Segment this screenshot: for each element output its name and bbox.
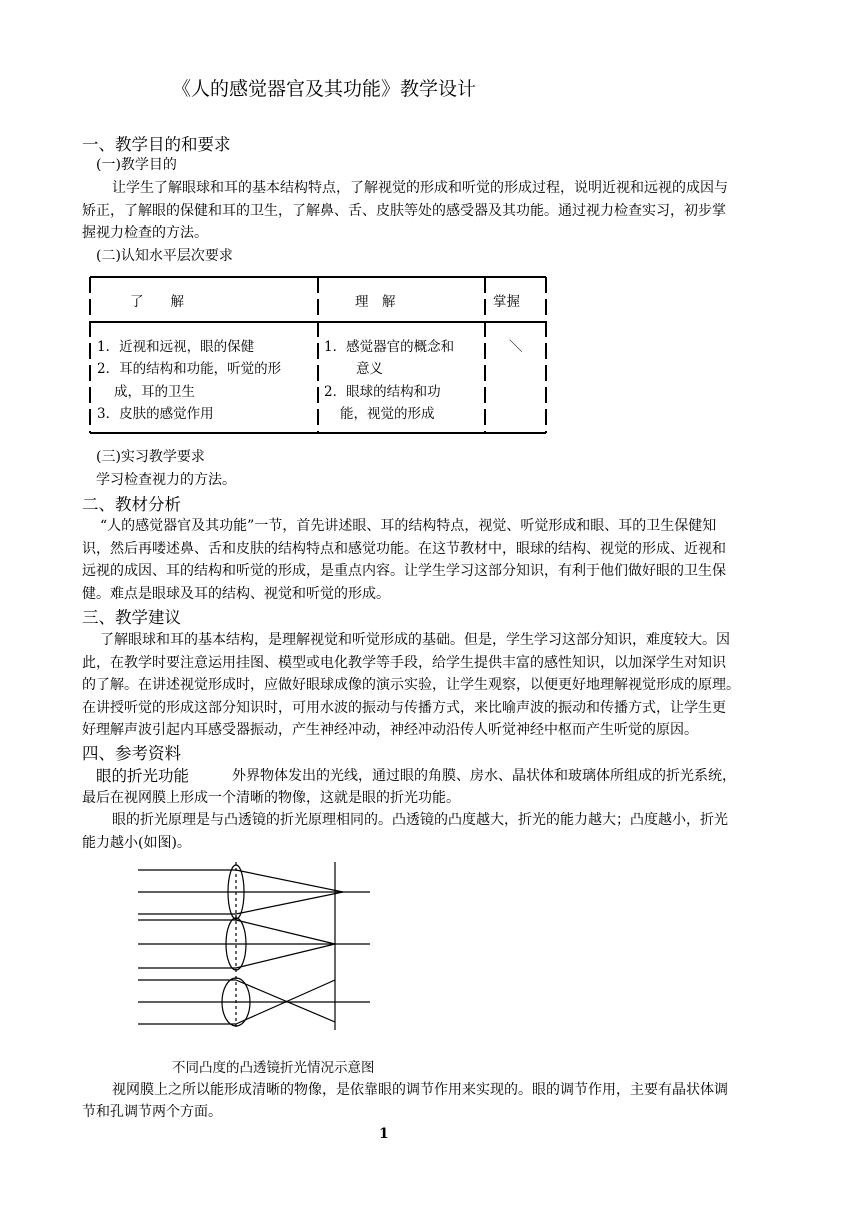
table-cell: 3．皮肤的感觉作用 bbox=[97, 406, 214, 422]
paragraph-line: 好理解声波引起内耳感受器振动，产生神经冲动，神经冲动沿传人听觉神经中枢而产生听觉的原因。 bbox=[82, 722, 698, 738]
paragraph-line: 了解眼球和耳的基本结构，是理解视觉和听觉形成的基础。但是，学生学习这部分知识，难度较大。因 bbox=[100, 632, 730, 648]
table-header-understand: 了 解 bbox=[130, 294, 184, 310]
subheading-teaching-aims: (一)教学目的 bbox=[96, 157, 177, 173]
paragraph-line: 学习检查视力的方法。 bbox=[96, 472, 236, 488]
paragraph-line: 眼的折光原理是与凸透镜的折光原理相同的。凸透镜的凸度越大，折光的能力越大；凸度越小，折光 bbox=[112, 812, 728, 828]
paragraph-line: 矫正，了解眼的保健和耳的卫生，了解鼻、舌、皮肤等处的感受器及其功能。通过视力检查实习，初步掌 bbox=[82, 203, 726, 219]
subheading-cognitive-levels: (二)认知水平层次要求 bbox=[96, 248, 233, 264]
section-heading-2: 二、教材分析 bbox=[82, 495, 181, 514]
table-header-comprehend: 理 解 bbox=[355, 294, 396, 310]
paragraph-line: 在讲授听觉的形成这部分知识时，可用水波的振动与传播方式，来比喻声波的振动和传播方式，让学生更 bbox=[82, 700, 726, 716]
figure-caption: 不同凸度的凸透镜折光情况示意图 bbox=[172, 1060, 375, 1076]
paragraph-line: 此，在教学时要注意运用挂图、模型或电化教学等手段，给学生提供丰富的感性知识，以加深学生对知识 bbox=[82, 655, 726, 671]
page-number: 1 bbox=[379, 1126, 389, 1142]
paragraph-line: 让学生了解眼球和耳的基本结构特点，了解视觉的形成和听觉的形成过程，说明近视和远视的成因与 bbox=[112, 180, 728, 196]
table-cell: 1．感觉器官的概念和 bbox=[324, 339, 455, 355]
paragraph-line: 健。难点是眼球及耳的结构、视觉和听觉的形成。 bbox=[82, 586, 390, 602]
table-cell: 意义 bbox=[356, 361, 383, 377]
page-title: 《人的感觉器官及其功能》教学设计 bbox=[172, 78, 477, 100]
paragraph-line: 外界物体发出的光线，通过眼的角膜、房水、晶状体和玻璃体所组成的折光系统， bbox=[232, 768, 736, 784]
table-cell: 成，耳的卫生 bbox=[114, 384, 195, 400]
subheading-practice: (三)实习教学要求 bbox=[96, 449, 205, 465]
paragraph-line: 能力越小(如图)。 bbox=[82, 835, 191, 851]
table-cell: ＼ bbox=[509, 339, 523, 355]
term-refraction: 眼的折光功能 bbox=[96, 767, 190, 785]
paragraph-line: 远视的成因、耳的结构和听觉的形成，是重点内容。让学生学习这部分知识，有利于他们做好眼的卫生保 bbox=[82, 563, 726, 579]
table-cell: 2．眼球的结构和功 bbox=[324, 384, 441, 400]
section-heading-1: 一、教学目的和要求 bbox=[82, 135, 231, 154]
paragraph-line: 握视力检查的方法。 bbox=[82, 225, 208, 241]
paragraph-line: 视网膜上之所以能形成清晰的物像，是依靠眼的调节作用来实现的。眼的调节作用，主要有晶状体调 bbox=[112, 1082, 728, 1098]
section-heading-4: 四、参考资料 bbox=[82, 744, 181, 763]
table-cell: 1．近视和远视，眼的保健 bbox=[97, 339, 255, 355]
table-cell: 2．耳的结构和功能，听觉的形 bbox=[97, 361, 282, 377]
paragraph-line: 识，然后再喽述鼻、舌和皮肤的结构特点和感觉功能。在这节教材中，眼球的结构、视觉的形成、近视和 bbox=[82, 541, 726, 557]
paragraph-line: 节和孔调节两个方面。 bbox=[82, 1104, 222, 1120]
paragraph-line: “人的感觉器官及其功能”一节，首先讲述眼、耳的结构特点，视觉、听觉形成和眼、耳的卫生保健知 bbox=[100, 518, 717, 534]
table-cell: 能，视觉的形成 bbox=[340, 406, 435, 422]
section-heading-3: 三、教学建议 bbox=[82, 608, 181, 627]
paragraph-line: 最后在视网膜上形成一个清晰的物像，这就是眼的折光功能。 bbox=[82, 790, 460, 806]
table-header-master: 掌握 bbox=[493, 294, 520, 310]
paragraph-line: 的了解。在讲述视觉形成时，应做好眼球成像的演示实验，让学生观察，以便更好地理解视觉形成的原理。 bbox=[82, 677, 740, 693]
